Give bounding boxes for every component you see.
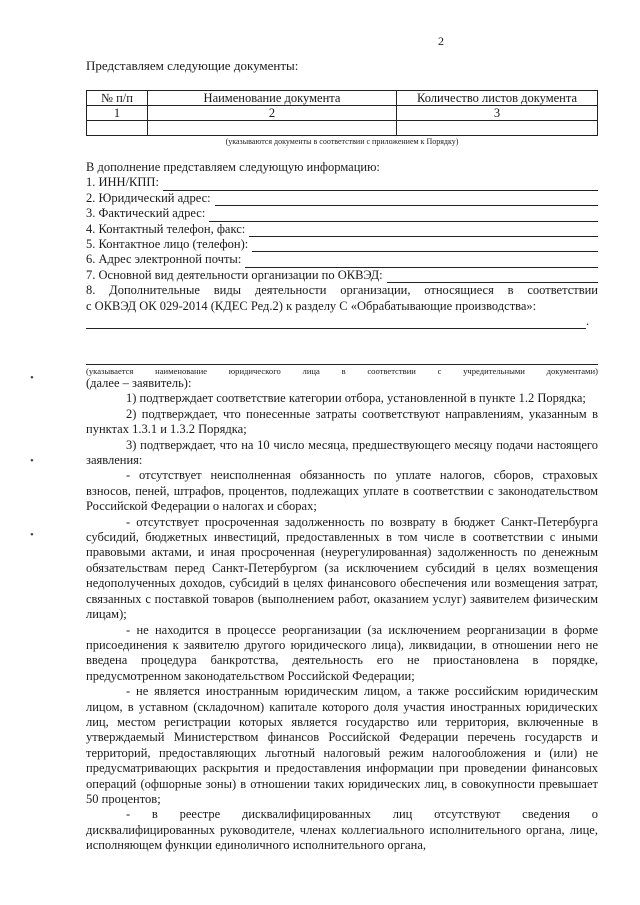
table-cell: 3 [397,106,598,121]
table-cell: 1 [87,106,148,121]
paragraph: - не находится в процессе реорганизации (за исключением реорганизации в форме присоединения к заявителю другого юридического лица), ликвидации, в отношении него не введена процедура банкротства, деятельность его не приостановлена в порядке, предусмотренном законодательством Российской Федерации; [86,622,598,683]
table-cell-empty[interactable] [87,121,148,136]
paragraph: - не является иностранным юридическим лицом, а также российским юридическим лицом, в уставном (складочном) капитале которого доля участия иностранных юридических лиц, местом регистрации которых является государство или территория, включенные в утверждаемый Министерством финансов Российской Федерации перечень государств и территорий, предоставляющих льготный налоговый режим налогообложения и (или) не предусматривающих раскрытия и предоставления информации при проведении финансовых операций (офшорные зоны) в отношении таких юридических лиц, в совокупности превышает 50 процентов; [86,684,598,806]
fill-line[interactable] [86,314,586,329]
fill-line[interactable] [252,240,598,252]
margin-mark: • [30,372,34,384]
field-actual-address[interactable] [86,206,598,221]
fill-line[interactable] [209,210,598,222]
margin-mark: • [30,529,34,541]
field-label: 2. Юридический адрес: [86,190,211,205]
table-row [87,106,598,121]
fill-line[interactable] [215,194,598,206]
applicant-note: (далее – заявитель): [86,376,192,390]
paragraph: - отсутствует неисполненная обязанность по уплате налогов, сборов, страховых взносов, пеней, штрафов, процентов, подлежащих уплате в соответствии с законодательством Российской Федерации о налогах и сборах; [86,468,598,514]
field-label: 1. ИНН/КПП: [86,175,159,190]
legend-word: юридического [228,366,281,376]
field-label: 5. Контактное лицо (телефон): [86,236,249,251]
legend-word: с [437,366,442,376]
paragraph: - отсутствует просроченная задолженность по возврату в бюджет Санкт-Петербурга субсидий, бюджетных инвестиций, предоставленных в том числе в соответствии с иными правовыми актами, и иная просроченная (неурегулированная) задолженность по денежным обязательствам перед Санкт-Петербургом (за исключением субсидий в целях возмещения недополученных доходов, субсидий в целях финансового обеспечения или возмещения затрат, связанных с поставкой товаров (выполнением работ, оказанием услуг) заявителем физическим лицам); [86,514,598,622]
table-cell-empty[interactable] [397,121,598,136]
field-email[interactable] [86,252,598,267]
table-cell: 2 [148,106,397,121]
info-section [86,160,598,329]
field-label: 3. Фактический адрес: [86,206,206,221]
fill-line[interactable] [387,271,598,283]
paragraph: 1) подтверждает соответствие категории отбора, установленной в пункте 1.2 Порядка; [126,391,586,406]
legend-word: лица [302,366,320,376]
field8-line2: с ОКВЭД ОК 029-2014 (КДЕС Ред.2) к разделу С «Обрабатывающие производства»: [86,298,537,313]
paragraph: 2) подтверждает, что понесенные затраты соответствуют направлениям, указанным в пунктах 1.3.1 и 1.3.2 Порядка; [86,406,598,437]
table-row[interactable] [87,121,598,136]
legend-word: в [341,366,346,376]
fill-line[interactable] [245,256,598,268]
info-intro: В дополнение представляем следующую информацию: [86,160,380,174]
legend-word: документами) [546,366,598,376]
documents-table [86,90,598,136]
field-okved-main[interactable] [86,268,598,283]
field-label: 4. Контактный телефон, факс: [86,221,246,236]
documents-intro: Представляем следующие документы: [86,58,299,73]
table-header-sheets: Количество листов документа [397,91,598,106]
field-label: 6. Адрес электронной почты: [86,252,242,267]
page-number: 2 [438,34,444,48]
legend-word: наименование [155,366,208,376]
table-header-row [87,91,598,106]
fill-line[interactable] [249,225,598,237]
legend-word: учредительными [463,366,525,376]
table-header-number: № п/п [87,91,148,106]
field-inn[interactable] [86,175,598,190]
field8-line1: 8. Дополнительные виды деятельности организации, относящиеся в соответствии [86,283,598,298]
table-cell-empty[interactable] [148,121,397,136]
paragraph: 3) подтверждает, что на 10 число месяца, предшествующего месяцу подачи настоящего заявления: [86,437,598,468]
field-phone-fax[interactable] [86,222,598,237]
fill-line[interactable] [163,179,598,191]
legend-word: (указывается [86,366,134,376]
table-note: (указываются документы в соответствии с приложением к Порядку) [225,137,459,146]
field-label: 7. Основной вид деятельности организации по ОКВЭД: [86,267,383,282]
field-contact-person[interactable] [86,237,598,252]
name-legend [86,364,598,376]
field-legal-address[interactable] [86,191,598,206]
table-header-name: Наименование документа [148,91,397,106]
margin-mark: • [30,455,34,467]
field8-end: . [586,313,590,328]
field8-fill[interactable] [86,314,598,329]
paragraph: - в реестре дисквалифицированных лиц отсутствуют сведения о дисквалифицированных руководителе, членах коллегиального исполнительного органа, лице, исполняющем функции единоличного исполнительного органа, [86,807,598,853]
declaration-body [86,376,598,854]
legend-word: соответствии [367,366,416,376]
